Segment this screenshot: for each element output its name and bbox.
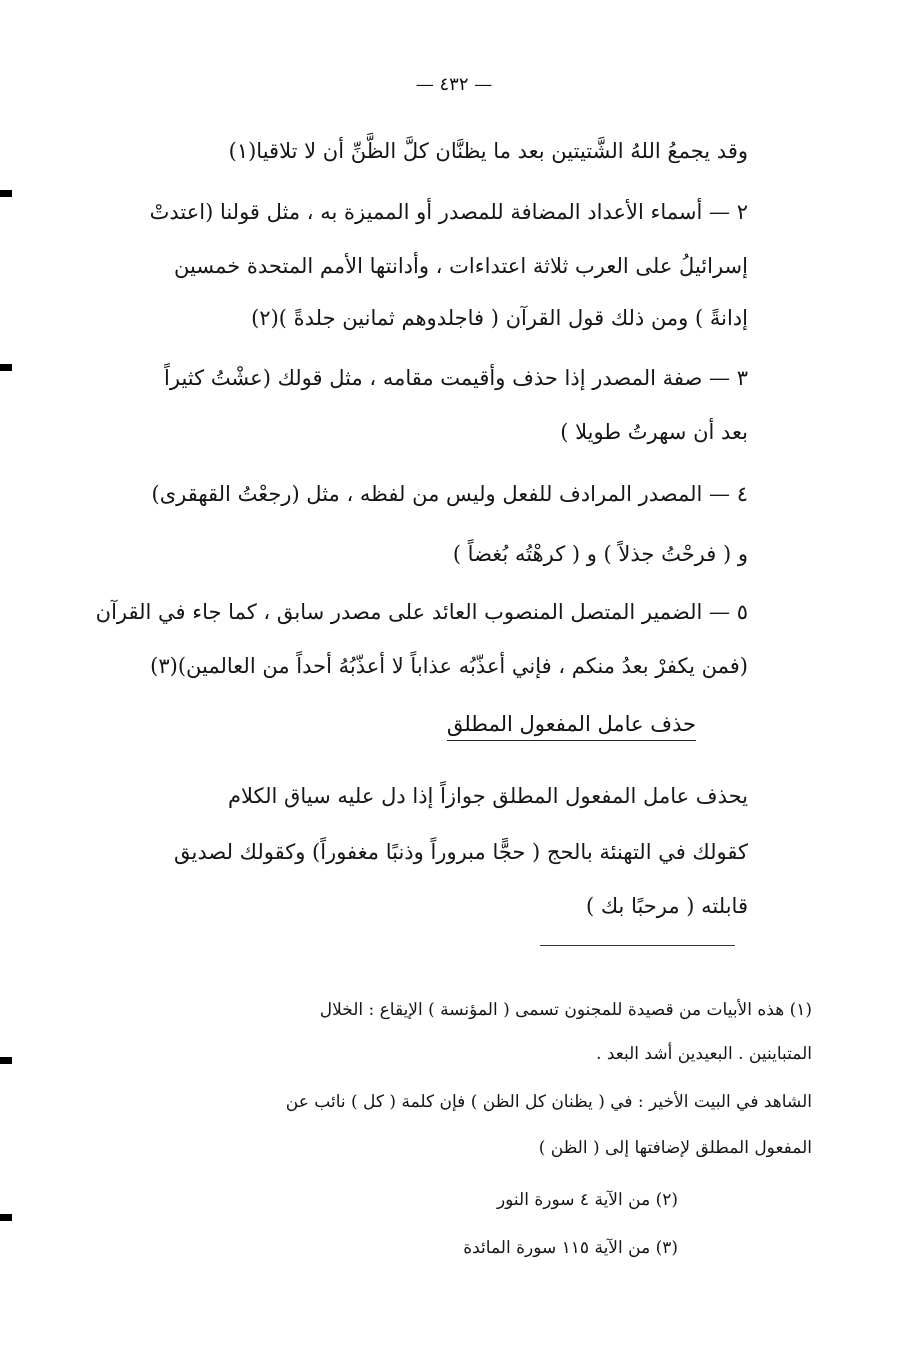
footnote-line: المتباينين . البعيدين أشد البعد . [596, 1044, 812, 1064]
text-line: بعد أن سهرتُ طويلا ) [560, 420, 748, 444]
text-line: قابلته ( مرحبًا بك ) [585, 894, 748, 918]
footnote-line: المفعول المطلق لإضافتها إلى ( الظن ) [538, 1138, 812, 1158]
footnote-line: (٢) من الآية ٤ سورة النور [496, 1190, 678, 1210]
text-line: كقولك في التهنئة بالحج ( حجًّا مبروراً وذنبًا مغفوراً) وكقولك لصديق [173, 840, 748, 864]
page-number: — ٤٣٢ — [415, 74, 493, 95]
text-line: (فمن يكفرْ بعدُ منكم ، فإني أعذّبُه عذاباً لا أعذّبُهُ أحداً من العالمين)(٣) [150, 654, 748, 678]
text-line: ٢ — أسماء الأعداد المضافة للمصدر أو المميزة به ، مثل قولنا (اعتدتْ [149, 200, 748, 224]
verse-line: وقد يجمعُ اللهُ الشَّتيتين بعد ما يظنَّان كلَّ الظَّنِّ أن لا تلاقيا(١) [228, 139, 748, 163]
footnote-divider [540, 945, 735, 946]
text-line: ٥ — الضمير المتصل المنصوب العائد على مصدر سابق ، كما جاء في القرآن [95, 600, 748, 624]
text-line: و ( فرحْتُ جذلاً ) و ( كرهْتُه بُغضاً ) [452, 542, 748, 566]
text-line: ٤ — المصدر المرادف للفعل وليس من لفظه ، مثل (رجعْتُ القهقرى) [151, 482, 748, 506]
text-line: ٣ — صفة المصدر إذا حذف وأقيمت مقامه ، مثل قولك (عشْتُ كثيراً [164, 366, 748, 390]
text-line: إدانةً ) ومن ذلك قول القرآن ( فاجلدوهم ثمانين جلدةً )(٢) [251, 306, 748, 330]
footnote-line: الشاهد في البيت الأخير : في ( يظنان كل الظن ) فإن كلمة ( كل ) نائب عن [285, 1092, 812, 1112]
scan-edge-mark [0, 364, 12, 371]
scan-edge-mark [0, 1057, 12, 1064]
text-line: يحذف عامل المفعول المطلق جوازاً إذا دل عليه سياق الكلام [228, 784, 748, 808]
footnote-line: (٣) من الآية ١١٥ سورة المائدة [463, 1238, 678, 1258]
footnote-line: (١) هذه الأبيات من قصيدة للمجنون تسمى ( المؤنسة ) الإيقاع : الخلال [319, 1000, 812, 1020]
section-heading: حذف عامل المفعول المطلق [447, 712, 696, 741]
scan-edge-mark [0, 1214, 12, 1221]
text-line: إسرائيلُ على العرب ثلاثة اعتداءات ، وأدانتها الأمم المتحدة خمسين [174, 254, 748, 278]
scan-edge-mark [0, 190, 12, 197]
